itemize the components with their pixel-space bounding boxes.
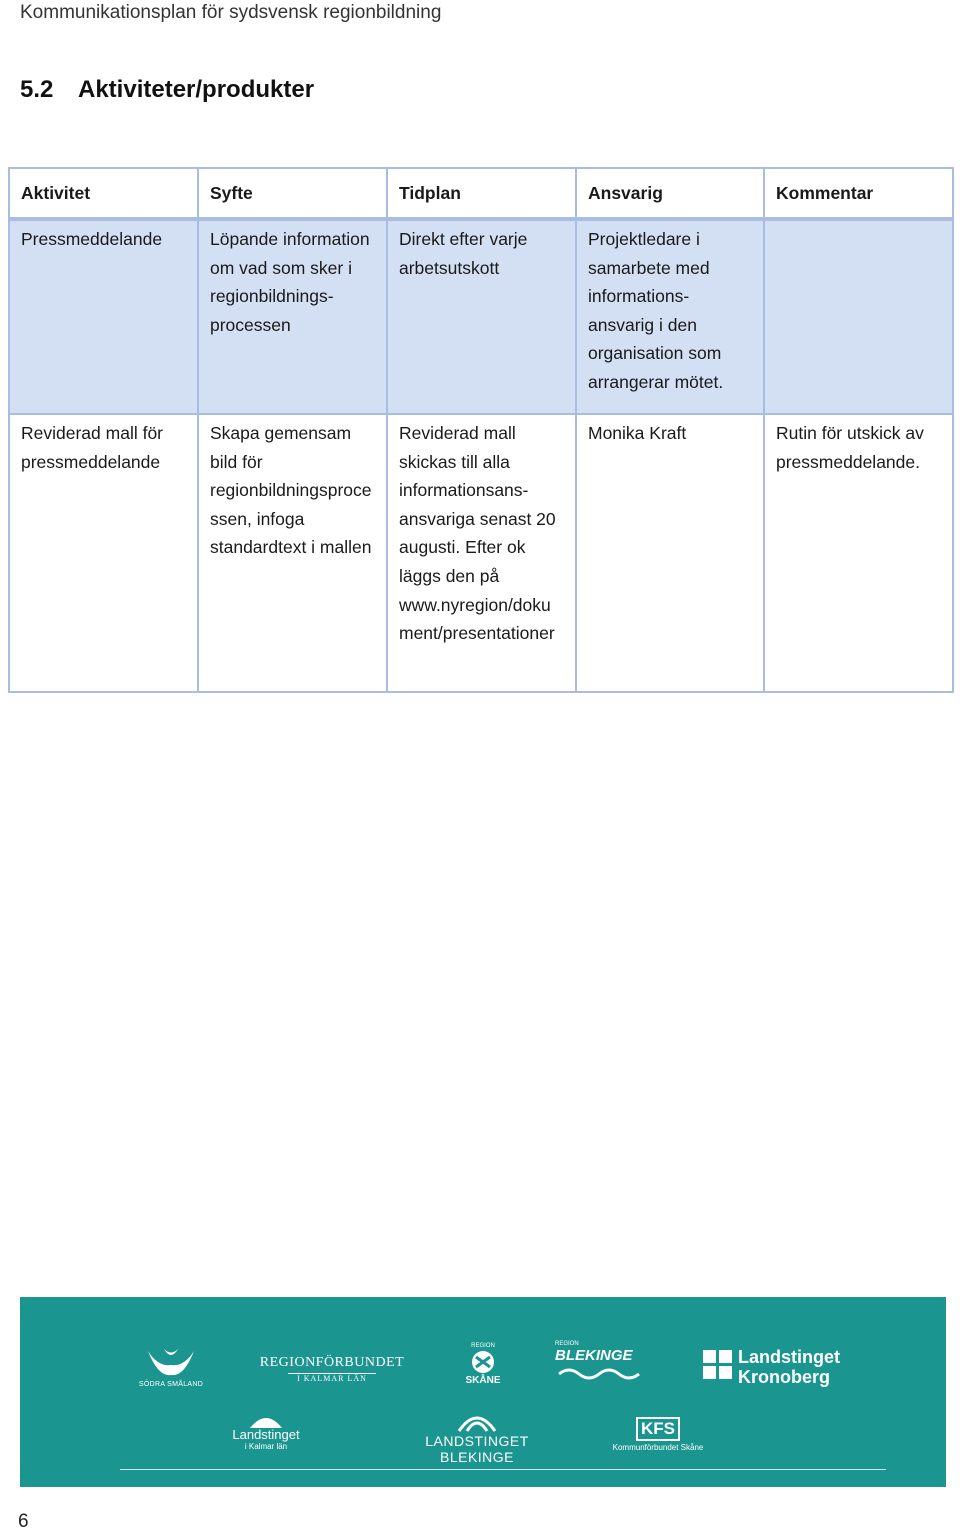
wave-icon bbox=[557, 1364, 649, 1380]
section-number: 5.2 bbox=[20, 76, 54, 103]
kalmar-line2: i Kalmar län bbox=[244, 1442, 288, 1451]
cell-ansvarig: Projektledare i samarbete med informations-ansvarig i den organisation som arrangerar mötet. bbox=[576, 219, 764, 414]
kronoberg-line1: Landstinget bbox=[738, 1347, 840, 1367]
table-row bbox=[9, 219, 953, 414]
footer-logo-band bbox=[20, 1297, 946, 1487]
cell-syfte: Löpande information om vad som sker i regionbildnings-processen bbox=[198, 219, 387, 414]
column-header-tidplan: Tidplan bbox=[387, 168, 576, 219]
cell-kommentar: Rutin för utskick av pressmeddelande. bbox=[764, 414, 953, 692]
cell-kommentar bbox=[764, 219, 953, 414]
cell-aktivitet: Reviderad mall för pressmeddelande bbox=[9, 414, 198, 692]
cell-aktivitet: Pressmeddelande bbox=[9, 219, 198, 414]
footer-divider bbox=[120, 1469, 886, 1470]
logo-sodra-smaland bbox=[138, 1347, 204, 1388]
logo-region-blekinge bbox=[555, 1341, 651, 1380]
skane-name: SKÅNE bbox=[465, 1375, 501, 1386]
kronoberg-line2: Kronoberg bbox=[738, 1367, 830, 1387]
kfs-mark: KFS bbox=[636, 1417, 680, 1441]
blekinge-top-text: REGION bbox=[555, 1341, 579, 1347]
regionforbundet-name: REGIONFÖRBUNDET bbox=[259, 1355, 405, 1370]
logo-region-skane bbox=[460, 1343, 506, 1386]
column-header-aktivitet: Aktivitet bbox=[9, 168, 198, 219]
blekinge-name: BLEKINGE bbox=[555, 1347, 633, 1364]
table-row bbox=[9, 414, 953, 692]
kfs-name: Kommunförbundet Skåne bbox=[612, 1443, 704, 1452]
logo-kommunforbundet-skane bbox=[612, 1417, 704, 1452]
section-title: Aktiviteter/produkter bbox=[78, 76, 315, 103]
logo-landstinget-kronoberg bbox=[702, 1347, 852, 1387]
column-header-ansvarig: Ansvarig bbox=[576, 168, 764, 219]
cell-ansvarig: Monika Kraft bbox=[576, 414, 764, 692]
table-header-row bbox=[9, 168, 953, 219]
ltblekinge-text: LANDSTINGET BLEKINGE bbox=[425, 1433, 529, 1465]
logo-landstinget-kalmar bbox=[226, 1412, 306, 1451]
kronoberg-squares-icon bbox=[702, 1349, 734, 1381]
running-header: Kommunikationsplan för sydsvensk regionbildning bbox=[20, 2, 442, 23]
sodra-smaland-text: SÖDRA SMÅLAND bbox=[138, 1381, 204, 1388]
regionforbundet-sub: I KALMAR LÄN bbox=[288, 1373, 376, 1383]
section-heading bbox=[20, 74, 314, 106]
landstinget-blekinge-shell-icon bbox=[455, 1411, 499, 1433]
logo-regionforbundet bbox=[252, 1355, 412, 1383]
activities-table bbox=[8, 167, 954, 693]
cell-tidplan: Reviderad mall skickas till alla informationsans-ansvariga senast 20 augusti. Efter ok läggs den på www.nyregion/dokument/presentationer bbox=[387, 414, 576, 692]
sodra-smaland-emblem-icon bbox=[144, 1347, 198, 1381]
page-number: 6 bbox=[18, 1511, 29, 1532]
cell-tidplan: Direkt efter varje arbetsutskott bbox=[387, 219, 576, 414]
skane-top-text: REGION bbox=[471, 1343, 495, 1349]
kalmar-line1: Landstinget bbox=[232, 1427, 300, 1442]
column-header-syfte: Syfte bbox=[198, 168, 387, 219]
logo-landstinget-blekinge bbox=[390, 1411, 564, 1465]
griffin-icon bbox=[466, 1349, 500, 1375]
column-header-kommentar: Kommentar bbox=[764, 168, 953, 219]
kalmar-arc-icon bbox=[246, 1412, 286, 1428]
cell-syfte: Skapa gemensam bild för regionbildningsprocessen, infoga standardtext i mallen bbox=[198, 414, 387, 692]
